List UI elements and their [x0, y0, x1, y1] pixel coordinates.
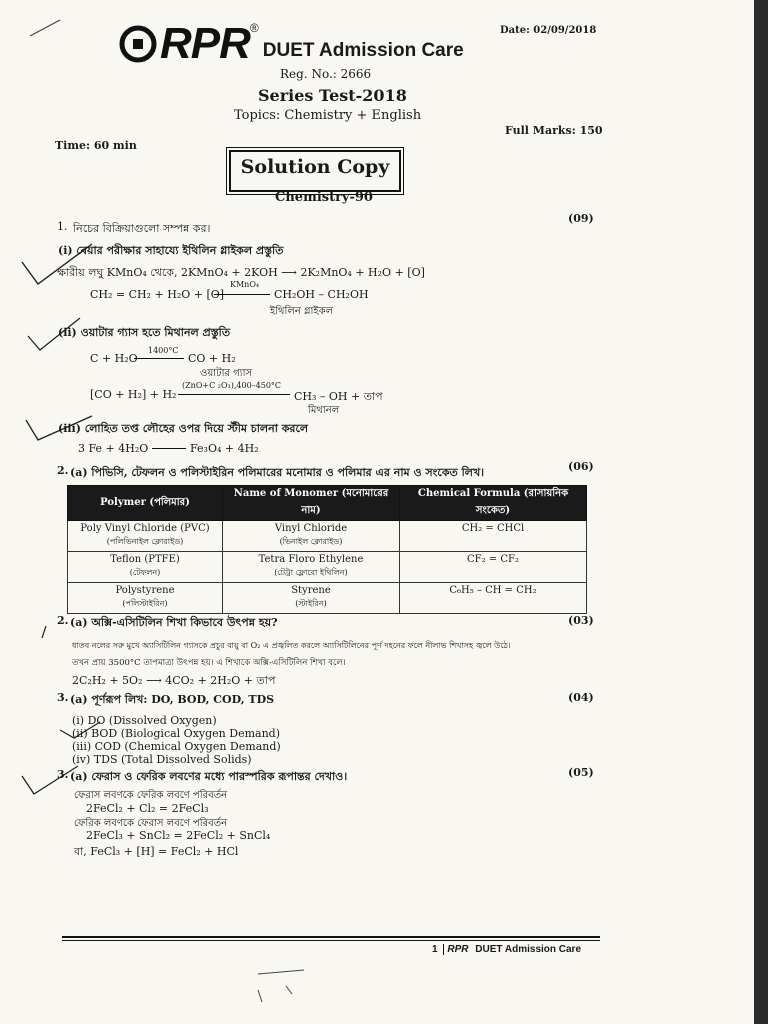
- logo-text: RPR: [160, 19, 250, 68]
- q1-part1-title: (i) বেয়ার পরীক্ষার সাহায্যে ইথিলিন গ্লাইকল প্রস্তুতি: [58, 244, 284, 257]
- date: Date: 02/09/2018: [500, 25, 597, 36]
- rpr-logo-icon: [118, 24, 158, 64]
- footer-rule-thin: [62, 940, 600, 941]
- table-header-row: [68, 486, 587, 521]
- q3b-line1: ফেরাস লবণকে ফেরিক লবণে পরিবর্তন: [74, 790, 228, 801]
- q3a-title: (a) পূর্ণরূপ লিখ: DO, BOD, COD, TDS: [70, 693, 275, 706]
- q3a-marks: (04): [568, 691, 594, 704]
- q1-part2-arrow1: [134, 358, 184, 359]
- cell-polymer: [68, 583, 223, 614]
- q3a-number: 3.: [57, 691, 69, 704]
- q1-part1-name: ইথিলিন গ্লাইকল: [270, 306, 334, 317]
- q2-number: 2.: [57, 464, 69, 477]
- polymer-name: Teflon (PTFE): [110, 554, 180, 565]
- q1-part2-arrow2: [178, 394, 290, 395]
- polymer-name-bn: (পলিস্টাইরিন): [122, 599, 168, 608]
- exam-time: Time: 60 min: [55, 139, 137, 152]
- logo-org: DUET Admission Care: [262, 40, 464, 61]
- q3b-line2: 2FeCl₂ + Cl₂ = 2FeCl₃: [86, 802, 209, 815]
- q3b-line4: 2FeCl₃ + SnCl₂ = 2FeCl₂ + SnCl₄: [86, 829, 271, 842]
- q1-part1-line1: ক্ষারীয় লঘু KMnO₄ থেকে, 2KMnO₄ + 2KOH ⟶ 2K₂MnO₄ + H₂O + [O]: [57, 266, 425, 279]
- q3b-marks: (05): [568, 766, 594, 779]
- section-title: Chemistry-90: [275, 190, 373, 205]
- q1-part2-left2: [CO + H₂] + H₂: [90, 388, 177, 401]
- q1-part2-right2: CH₃ – OH + তাপ: [294, 390, 383, 403]
- q1-part3-right: Fe₃O₄ + 4H₂: [190, 442, 259, 455]
- q3a-item-3: (iii) COD (Chemical Oxygen Demand): [72, 740, 281, 753]
- polymer-name-bn: (পলিভিনাইল ক্লোরাইড): [106, 537, 184, 546]
- q3a-item-1: (i) DO (Dissolved Oxygen): [72, 714, 217, 727]
- monomer-name: Styrene: [291, 585, 331, 596]
- cell-formula: CF₂ = CF₂: [400, 552, 587, 583]
- registered-mark: ®: [249, 21, 259, 35]
- q2b-marks: (03): [568, 614, 594, 627]
- monomer-name-bn: (স্টাইরিন): [295, 599, 327, 608]
- q2b-answer-line2: তখন প্রায় 3500°C তাপমাত্রা উৎপন্ন হয়। এ শিখাকে অক্সি-এসিটিলিন শিখা বলে।: [72, 658, 346, 668]
- polymer-name-bn: (টেফলন): [129, 568, 161, 577]
- monomer-name: Vinyl Chloride: [274, 523, 348, 534]
- cell-formula: CH₂ = CHCl: [400, 521, 587, 552]
- q1-part1-right: CH₂OH – CH₂OH: [274, 288, 369, 301]
- cell-formula: C₆H₅ – CH = CH₂: [400, 583, 587, 614]
- solution-title: Solution Copy: [240, 156, 390, 178]
- full-marks: Full Marks: 150: [505, 124, 603, 137]
- q1-number: 1.: [57, 220, 68, 233]
- q3b-line5: বা, FeCl₃ + [H] = FeCl₂ + HCl: [74, 845, 239, 858]
- q2-title: (a) পিভিসি, টেফলন ও পলিস্টাইরিন পলিমারের মনোমার ও পলিমার এর নাম ও সংকেত লিখ।: [70, 466, 485, 479]
- cell-monomer: [223, 583, 400, 614]
- footer: [432, 944, 581, 955]
- footer-brand: RPR: [447, 944, 469, 955]
- monomer-name-bn: (ভিনাইল ক্লোরাইড): [279, 537, 343, 546]
- q1-part1-arrow: [214, 294, 270, 295]
- q2b-number: 2.: [57, 614, 69, 627]
- column-header-monomer: Name of Monomer (মনোমারের নাম): [223, 486, 400, 521]
- q1-marks: (09): [568, 212, 594, 225]
- logo: [118, 19, 464, 68]
- topics: Topics: Chemistry + English: [234, 108, 422, 123]
- q1-part2-name2: মিথানল: [308, 405, 340, 416]
- q3b-line3: ফেরিক লবণকে ফেরাস লবণে পরিবর্তন: [74, 818, 228, 829]
- polymer-name: Poly Vinyl Chloride (PVC): [80, 523, 210, 534]
- page-number: 1: [432, 944, 438, 955]
- q3b-number: 3.: [57, 768, 69, 781]
- column-header-polymer: Polymer (পলিমার): [68, 486, 223, 521]
- q1-part2-right1: CO + H₂: [188, 352, 236, 365]
- q2b-title: (a) অক্সি-এসিটিলিন শিখা কিভাবে উৎপন্ন হয়?: [70, 616, 278, 629]
- cell-monomer: [223, 552, 400, 583]
- polymer-table: [67, 485, 587, 614]
- q1-part2-condition1: 1400°C: [148, 346, 179, 355]
- table-row: [68, 583, 587, 614]
- cell-polymer: [68, 521, 223, 552]
- q1-part3-arrow: [152, 448, 186, 449]
- series-title: Series Test-2018: [258, 86, 407, 105]
- q1-part3-title: (iii) লোহিত তপ্ত লৌহের ওপর দিয়ে স্টীম চালনা করলে: [58, 422, 309, 435]
- cell-polymer: [68, 552, 223, 583]
- polymer-name: Polystyrene: [115, 585, 175, 596]
- cell-monomer: [223, 521, 400, 552]
- monomer-name-bn: (টেট্রা ফ্লোরো ইথিলিন): [274, 568, 348, 577]
- q1-part2-condition2: (ZnO+C ₂O₃),400–450°C: [182, 381, 282, 390]
- q1-title: নিচের বিক্রিয়াগুলো সম্পন্ন কর।: [73, 222, 211, 235]
- q1-part2-left1: C + H₂O: [90, 352, 138, 365]
- q3b-title: (a) ফেরাস ও ফেরিক লবণের মধ্যে পারস্পরিক রূপান্তর দেখাও।: [70, 770, 348, 783]
- reg-no: Reg. No.: 2666: [280, 67, 372, 81]
- q1-part2-name1: ওয়াটার গ্যাস: [200, 368, 253, 379]
- q2-marks: (06): [568, 460, 594, 473]
- q1-part3-left: 3 Fe + 4H₂O: [78, 442, 149, 455]
- q1-part1-condition: KMnO₄: [230, 280, 260, 289]
- monomer-name: Tetra Floro Ethylene: [258, 554, 364, 565]
- table-row: [68, 521, 587, 552]
- q3a-item-4: (iv) TDS (Total Dissolved Solids): [72, 753, 252, 766]
- q1-part1-left: CH₂ = CH₂ + H₂O + [O]: [90, 288, 225, 301]
- table-row: [68, 552, 587, 583]
- column-header-formula: Chemical Formula (রাসায়নিক সংকেত): [400, 486, 587, 521]
- q3a-item-2: (ii) BOD (Biological Oxygen Demand): [72, 727, 280, 740]
- q2b-equation: 2C₂H₂ + 5O₂ ⟶ 4CO₂ + 2H₂O + তাপ: [72, 674, 276, 687]
- q1-part2-title: (ii) ওয়াটার গ্যাস হতে মিথানল প্রস্তুতি: [58, 326, 231, 339]
- footer-org: DUET Admission Care: [475, 944, 582, 955]
- q2b-answer-line1: ধাতব নলের সরু মুখে অ্যাসিটিলিন গ্যাসকে প্রচুর বায়ু বা O₂ এ প্রজ্বলিত করলে অ্যাসিটিলিনের পূর্ণ দহনের ফলে নীলাভ শিখাসহ জ্বলে উঠে।: [72, 641, 511, 650]
- footer-rule: [62, 936, 600, 938]
